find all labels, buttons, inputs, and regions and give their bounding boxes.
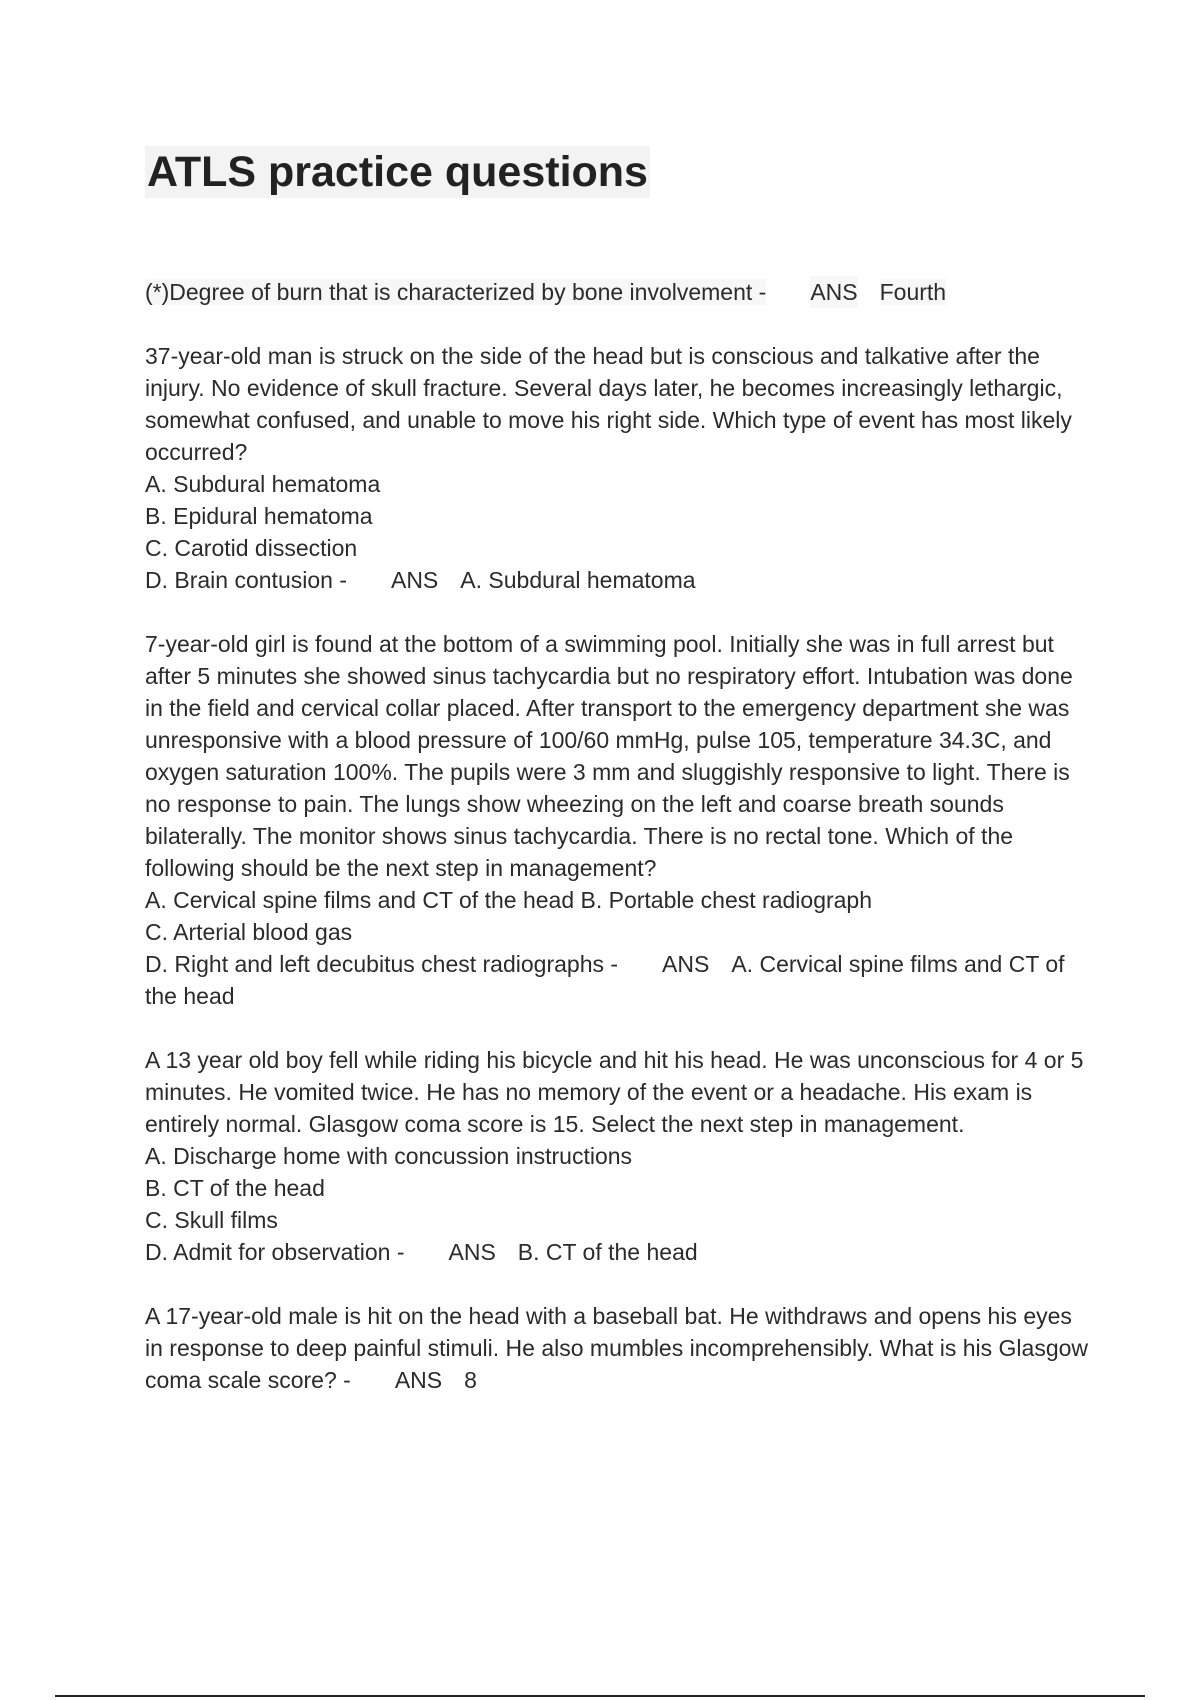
question-stem-with-answer [145, 276, 1095, 308]
answer-text: Fourth [879, 279, 947, 305]
ans-label: ANS [448, 1239, 496, 1265]
option-a: A. Subdural hematoma [145, 471, 381, 497]
option-b: B. CT of the head [145, 1175, 325, 1201]
question-item [145, 340, 1095, 596]
option-b: B. Epidural hematoma [145, 503, 373, 529]
question-stem: A 17-year-old male is hit on the head with a baseball bat. He withdraws and opens his eyes in response to deep painful stimuli. He also mumbles incomprehensibly. What is his Glasgow coma scale score? - [145, 1303, 1089, 1393]
option-d: D. Right and left decubitus chest radiographs - [145, 951, 619, 977]
option-a-b: A. Cervical spine films and CT of the head B. Portable chest radiograph [145, 887, 873, 913]
answer-text: B. CT of the head [517, 1239, 698, 1265]
option-c: C. Carotid dissection [145, 535, 358, 561]
question-stem: (*)Degree of burn that is characterized by bone involvement - [145, 279, 767, 305]
question-stem: A 13 year old boy fell while riding his bicycle and hit his head. He was unconscious for 4 or 5 minutes. He vomited twice. He has no memory of the event or a headache. His exam is entirely normal. Glasgow coma score is 15. Select the next step in management. [145, 1047, 1084, 1137]
questions-list [145, 276, 1095, 1428]
option-d-with-answer [145, 1236, 1095, 1268]
option-d-with-answer [145, 948, 1095, 1012]
answer-text: 8 [464, 1367, 477, 1393]
question-stem: 7-year-old girl is found at the bottom of a swimming pool. Initially she was in full arrest but after 5 minutes she showed sinus tachycardia but no respiratory effort. Intubation was done in the field and cervical collar placed. After transport to the emergency department she was unresponsive with a blood pressure of 100/60 mmHg, pulse 105, temperature 34.3C, and oxygen saturation 100%. The pupils were 3 mm and sluggishly responsive to light. There is no response to pain. The lungs show wheezing on the left and coarse breath sounds bilaterally. The monitor shows sinus tachycardia. There is no rectal tone. Which of the following should be the next step in management? [145, 631, 1073, 881]
answer-text: A. Cervical spine films and CT of the head [145, 951, 1065, 1009]
question-stem: 37-year-old man is struck on the side of the head but is conscious and talkative after the injury. No evidence of skull fracture. Several days later, he becomes increasingly lethargic, somewhat confused, and unable to move his right side. Which type of event has most likely occurred? [145, 343, 1072, 465]
question-item [145, 1044, 1095, 1268]
footer-divider [55, 1695, 1145, 1697]
question-stem-with-answer [145, 1300, 1095, 1396]
question-item [145, 276, 1095, 308]
option-d: D. Brain contusion - [145, 567, 347, 593]
ans-label: ANS [662, 951, 710, 977]
ans-label: ANS [390, 567, 439, 593]
option-c: C. Skull films [145, 1207, 278, 1233]
page-title: ATLS practice questions [147, 148, 648, 196]
option-d: D. Admit for observation - [145, 1239, 405, 1265]
answer-text: A. Subdural hematoma [460, 567, 696, 593]
question-item [145, 628, 1095, 1012]
option-a: A. Discharge home with concussion instructions [145, 1143, 633, 1169]
option-d-with-answer [145, 564, 1095, 596]
question-item [145, 1300, 1095, 1396]
option-c: C. Arterial blood gas [145, 919, 353, 945]
ans-label: ANS [810, 276, 857, 308]
ans-label: ANS [394, 1367, 443, 1393]
